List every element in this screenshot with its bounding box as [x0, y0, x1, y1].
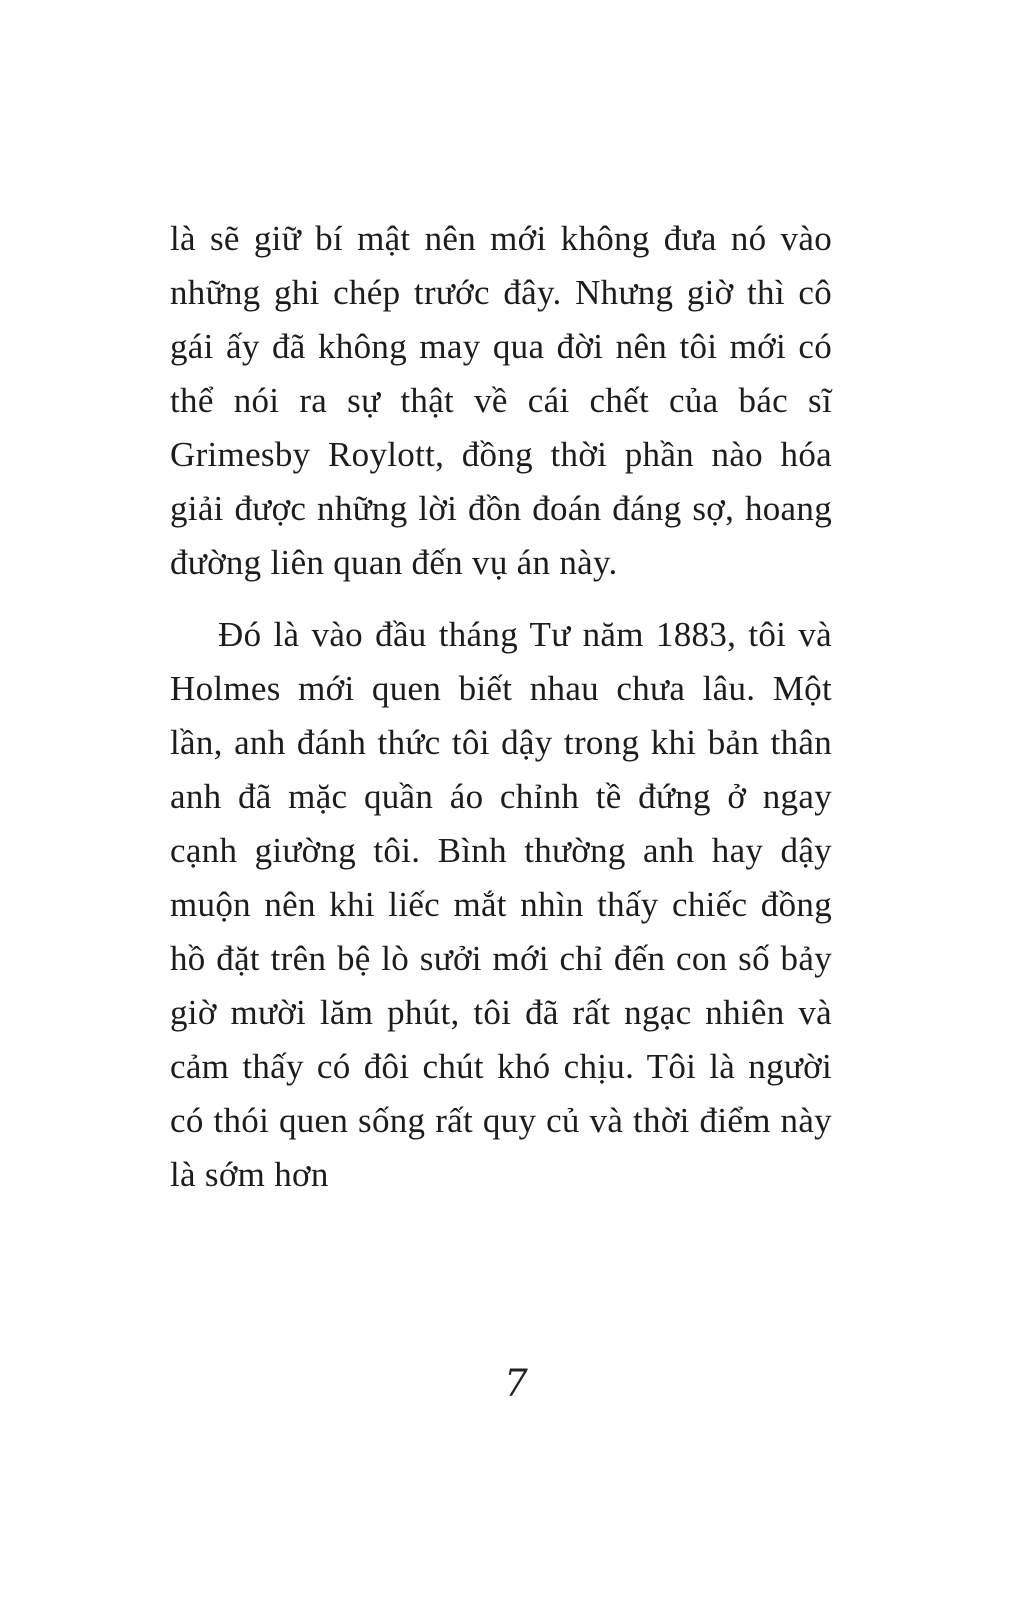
- paragraph: là sẽ giữ bí mật nên mới không đưa nó vào những ghi chép trước đây. Nhưng giờ thì cô gái ấy đã không may qua đời nên tôi mới có thể nói ra sự thật về cái chết của bác sĩ Grimesby Roylott, đồng thời phần nào hóa giải được những lời đồn đoán đáng sợ, hoang đường liên quan đến vụ án này.: [170, 219, 832, 582]
- page-number: 7: [504, 1362, 528, 1405]
- paragraph: Đó là vào đầu tháng Tư năm 1883, tôi và Holmes mới quen biết nhau chưa lâu. Một lần, anh đánh thức tôi dậy trong khi bản thân anh đã mặc quần áo chỉnh tề đứng ở ngay cạnh giường tôi. Bình thường anh hay dậy muộn nên khi liếc mắt nhìn thấy chiếc đồng hồ đặt trên bệ lò sưởi mới chỉ đến con số bảy giờ mười lăm phút, tôi đã rất ngạc nhiên và cảm thấy có đôi chút khó chịu. Tôi là người có thói quen sống rất quy củ và thời điểm này là sớm hơn: [170, 615, 832, 1194]
- text-block: [170, 212, 832, 1202]
